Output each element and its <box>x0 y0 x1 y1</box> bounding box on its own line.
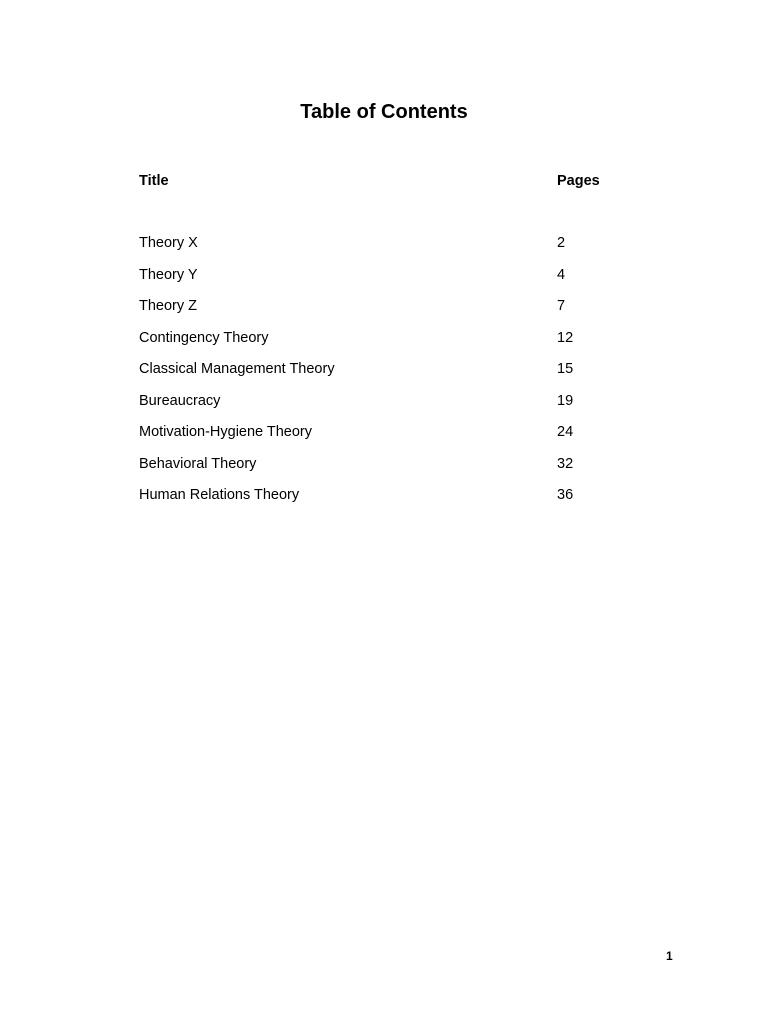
toc-header-row <box>139 170 619 192</box>
page-title: Table of Contents <box>300 101 468 124</box>
toc-entry-page: 19 <box>557 392 574 409</box>
toc-entry <box>139 484 619 516</box>
toc-entry-page: 24 <box>557 424 574 440</box>
toc-entry-title: Theory Y <box>139 266 198 283</box>
toc-entry-page: 12 <box>557 329 574 346</box>
toc-entry <box>139 295 619 327</box>
toc-entry <box>139 232 619 264</box>
toc-entry <box>139 453 619 485</box>
toc-entry-page: 36 <box>557 487 574 503</box>
toc-entry-title: Motivation-Hygiene Theory <box>139 424 313 440</box>
title-column-header: Title <box>139 173 169 189</box>
toc-entry-title: Human Relations Theory <box>139 487 300 503</box>
toc-entry <box>139 327 619 359</box>
toc-entry <box>139 390 619 422</box>
toc-entry-page: 2 <box>557 235 566 251</box>
toc-entry-page: 7 <box>557 298 566 314</box>
toc-entry-page: 4 <box>557 266 566 283</box>
pages-column-header: Pages <box>557 173 600 189</box>
toc-entry-page: 15 <box>557 361 574 377</box>
toc-entry-title: Theory X <box>139 235 198 251</box>
page-number: 1 <box>666 949 673 963</box>
toc-entry <box>139 358 619 390</box>
toc-entry <box>139 264 619 296</box>
toc-entry-title: Contingency Theory <box>139 329 269 346</box>
toc-entry-title: Theory Z <box>139 298 198 314</box>
toc-entry-title: Bureaucracy <box>139 392 221 409</box>
toc-entries <box>139 232 619 516</box>
toc-entry <box>139 421 619 453</box>
toc-entry-title: Behavioral Theory <box>139 455 257 472</box>
toc-entry-page: 32 <box>557 455 574 472</box>
toc-entry-title: Classical Management Theory <box>139 361 335 377</box>
table-of-contents <box>139 170 619 516</box>
